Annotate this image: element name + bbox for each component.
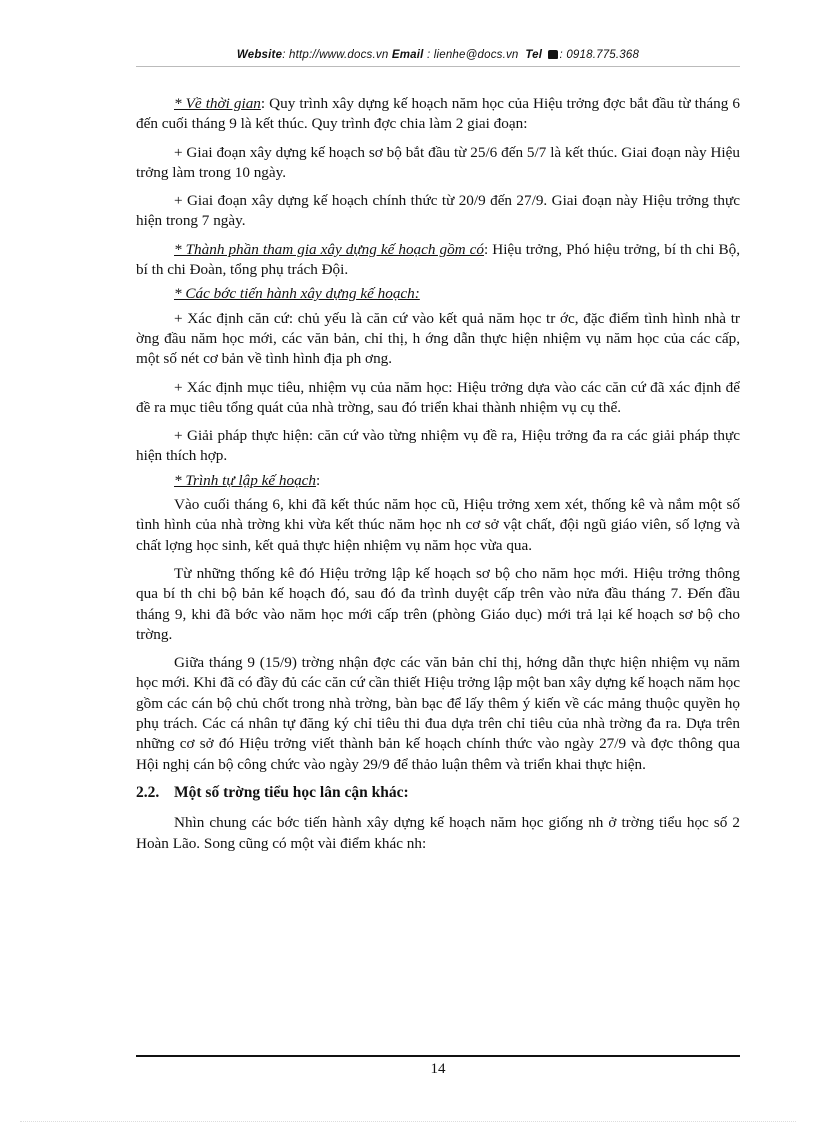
paragraph-time-text: : Quy trình xây dựng kế hoạch năm học của Hiệu trởng đợc bắt đầu từ tháng 6 đến cuối tháng 9 là kết thúc. Quy trình đợc chia làm 2 giai đoạn:: [136, 95, 740, 133]
email-value[interactable]: : lienhe@docs.vn: [423, 49, 519, 61]
paragraph-time: [136, 94, 740, 135]
paragraph-phase-1: + Giai đoạn xây dựng kế hoạch sơ bộ bắt đầu từ 25/6 đến 5/7 là kết thúc. Giai đoạn này Hiệu trởng làm trong 10 ngày.: [136, 143, 740, 181]
section-heading: [136, 783, 740, 803]
paragraph-draft-plan: Từ những thống kê đó Hiệu trởng lập kế hoạch sơ bộ cho năm học mới. Hiệu trởng thông qua bí th chi bộ bản kế hoạch đó, sau đó đa trình duyệt cấp trên vào nửa đầu tháng 7. Đến đầu tháng 9, khi đã bớc vào năm học mới cấp trên (phòng Giáo dục) mới trả lại kế hoạch sơ bộ cho trờng.: [136, 564, 740, 643]
email-label: Email: [391, 49, 424, 61]
paragraph-participants-text: : Hiệu trởng, Phó hiệu trởng, bí th chi Bộ, bí th chi Đoàn, tổng phụ trách Đội.: [136, 240, 740, 279]
section-number: 2.2.: [136, 783, 160, 801]
paragraph-participants: [136, 240, 740, 281]
tel-label: Tel: [525, 49, 543, 61]
paragraph-sequence-heading: [136, 471, 740, 491]
paragraph-steps-heading: [136, 284, 740, 304]
website-label: Website: [236, 49, 283, 61]
paragraph-overview: Nhìn chung các bớc tiến hành xây dựng kế hoạch năm học giống nh ở trờng tiểu học số 2 Hoàn Lão. Song cũng có một vài điểm khác nh:: [136, 814, 740, 852]
tel-value: : 0918.775.368: [559, 49, 640, 61]
paragraph-solutions: + Giải pháp thực hiện: căn cứ vào từng nhiệm vụ đề ra, Hiệu trởng đa ra các giải pháp thực hiện thích hợp.: [136, 427, 740, 465]
page-header: [136, 49, 740, 61]
heading-participants: * Thành phần tham gia xây dựng kế hoạch gồm có: [174, 240, 484, 258]
paragraph-end-of-june: Vào cuối tháng 6, khi đã kết thúc năm học cũ, Hiệu trởng xem xét, thống kê và nắm một số tình hình của nhà trờng khi vừa kết thúc năm học nh cơ sở vật chất, đội ngũ giáo viên, số lợng và chất lợng học sinh, kết quả thực hiện nhiệm vụ năm học vừa qua.: [136, 496, 740, 554]
footer-divider: [136, 1055, 740, 1057]
paragraph-mid-september: Giữa tháng 9 (15/9) trờng nhận đợc các văn bản chỉ thị, hớng dẫn thực hiện nhiệm vụ năm học mới. Khi đã có đầy đủ các căn cứ cần thiết Hiệu trởng lập một ban xây dựng kế hoạch năm học gồm các cán bộ chủ chốt trong nhà trờng, bàn bạc để lấy thêm ý kiến về các mảng thuộc quyền họ phụ trách. Các cá nhân tự đăng ký chỉ tiêu thi đua dựa trên chỉ tiêu của nhà trờng đa ra. Dựa trên những cơ sở đó Hiệu trởng viết thành bản kế hoạch chính thức vào ngày 27/9 và đợc thông qua Hội nghị cán bộ công chức vào ngày 29/9 để thảo luận thêm và triển khai thực hiện.: [136, 654, 740, 773]
website-value[interactable]: : http://www.docs.vn: [282, 49, 389, 61]
header-divider: [136, 66, 740, 67]
telephone-icon: [548, 50, 558, 59]
heading-time: * Về thời gian: [174, 95, 261, 112]
paragraph-phase-2: + Giai đoạn xây dựng kế hoạch chính thức từ 20/9 đến 27/9. Giai đoạn này Hiệu trởng thực hiện trong 7 ngày.: [136, 192, 740, 230]
heading-sequence-colon: :: [316, 471, 321, 489]
section-title: Một số trờng tiểu học lân cận khác:: [174, 783, 409, 801]
heading-sequence: * Trình tự lập kế hoạch: [174, 471, 317, 489]
page-edge-divider: [20, 1121, 796, 1122]
paragraph-objectives: + Xác định mục tiêu, nhiệm vụ của năm học: Hiệu trởng dựa vào các căn cứ đã xác định để đề ra mục tiêu tổng quát của nhà trờng, sau đó triển khai thành nhiệm vụ cụ thể.: [136, 378, 740, 416]
heading-steps: * Các bớc tiến hành xây dựng kế hoạch:: [174, 285, 420, 303]
paragraph-basis: + Xác định căn cứ: chủ yếu là căn cứ vào kết quả năm học tr ớc, đặc điểm tình hình nhà tr ờng đầu năm học mới, các văn bản, chỉ thị, h ớng dẫn thực hiện nhiệm vụ năm học của các cấp, một số nét cơ bản về tình hình địa ph ơng.: [136, 309, 740, 368]
document-body: [136, 94, 740, 862]
page-number: 14: [430, 1061, 446, 1077]
